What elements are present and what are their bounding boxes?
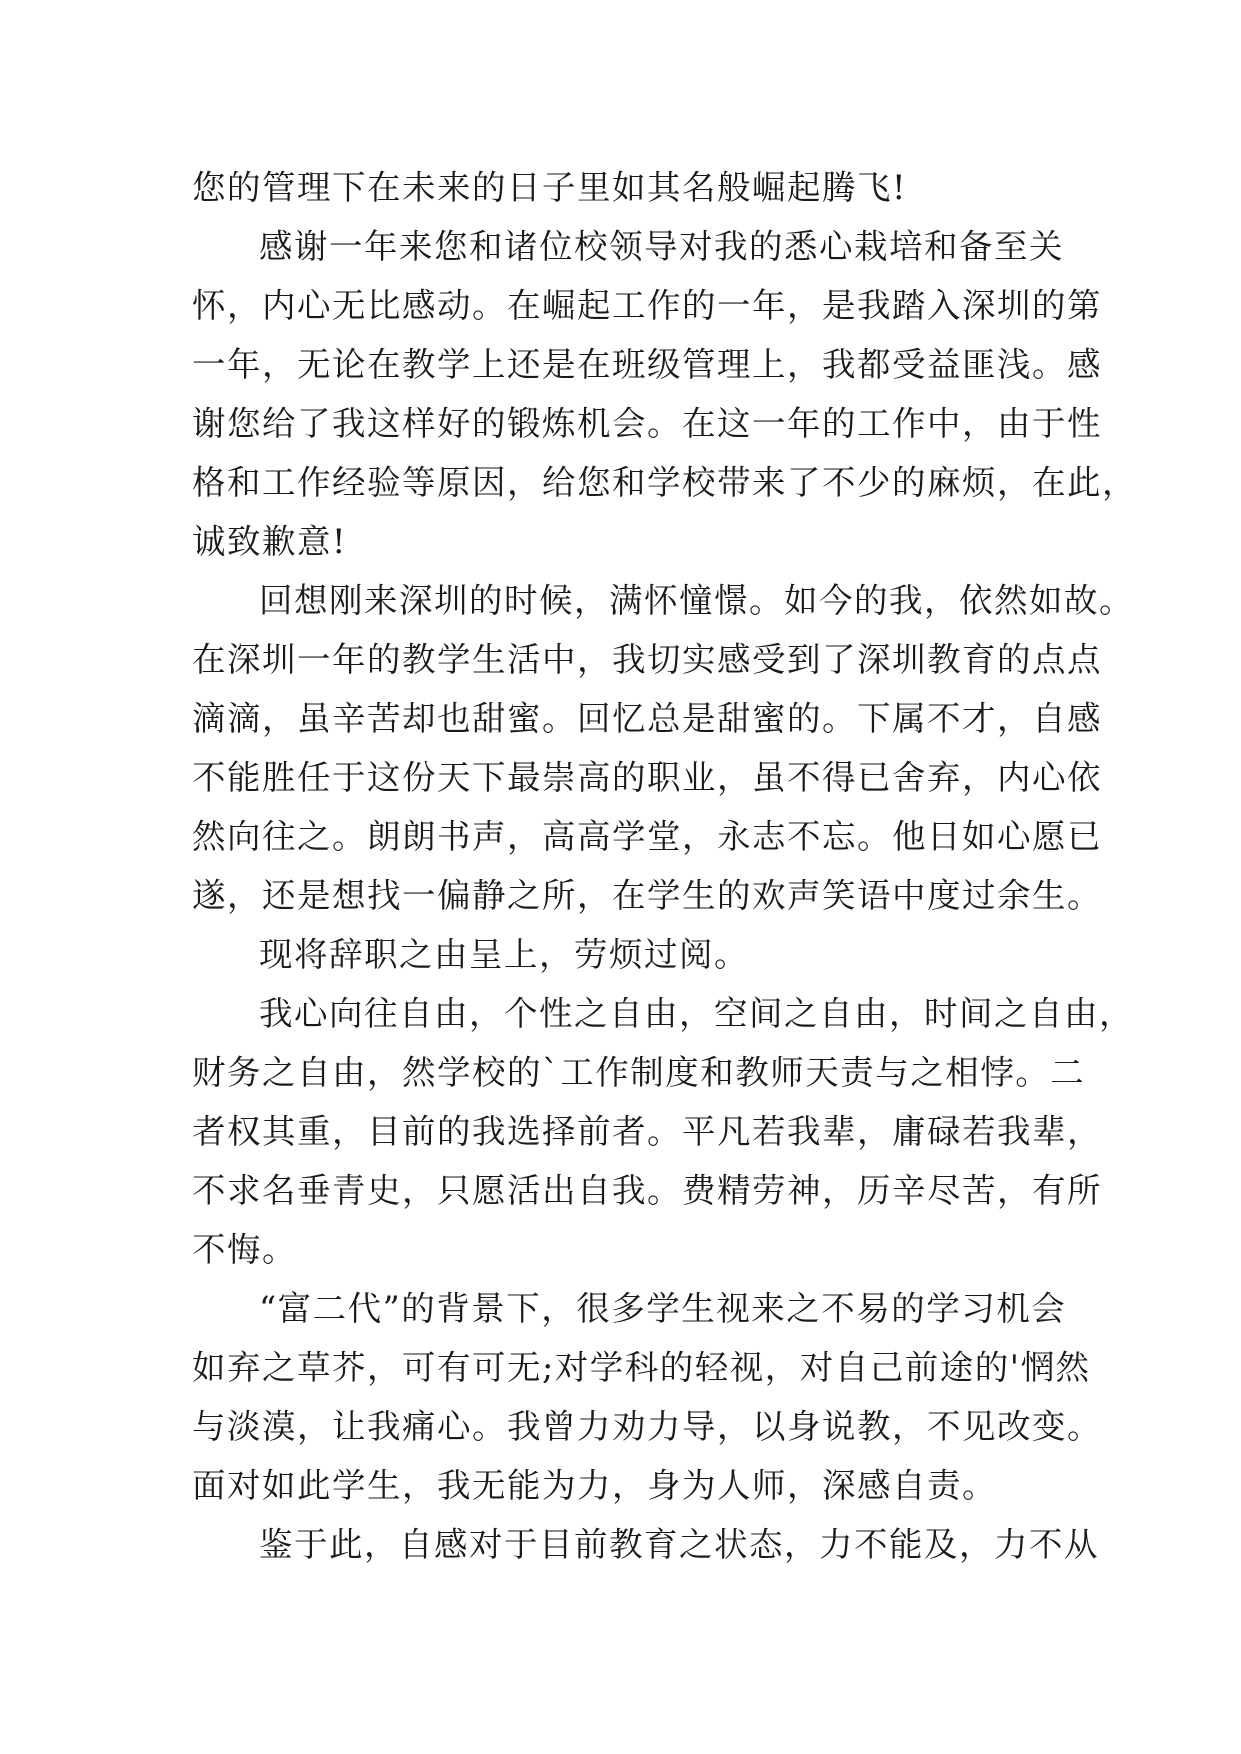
text-line: 诚致歉意! bbox=[192, 522, 347, 561]
text-line: 财务之自由，然学校的`工作制度和教师天责与之相悖。二 bbox=[192, 1053, 1086, 1092]
text-line: 格和工作经验等原因，给您和学校带来了不少的麻烦，在此， bbox=[192, 463, 1137, 502]
text-line: 滴滴，虽辛苦却也甜蜜。回忆总是甜蜜的。下属不才，自感 bbox=[192, 699, 1102, 738]
text-line: 谢您给了我这样好的锻炼机会。在这一年的工作中，由于性 bbox=[192, 404, 1102, 443]
text-line: “富二代”的背景下，很多学生视来之不易的学习机会 bbox=[259, 1289, 1067, 1328]
text-line: 者权其重，目前的我选择前者。平凡若我辈，庸碌若我辈， bbox=[192, 1112, 1102, 1151]
text-line: 然向往之。朗朗书声，高高学堂，永志不忘。他日如心愿已 bbox=[192, 817, 1102, 856]
text-line: 您的管理下在未来的日子里如其名般崛起腾飞! bbox=[192, 168, 907, 207]
text-line: 怀，内心无比感动。在崛起工作的一年，是我踏入深圳的第 bbox=[192, 286, 1102, 325]
text-line: 不能胜任于这份天下最崇高的职业，虽不得已舍弃，内心依 bbox=[192, 758, 1102, 797]
text-line: 回想刚来深圳的时候，满怀憧憬。如今的我，依然如故。 bbox=[259, 581, 1134, 620]
text-line: 一年，无论在教学上还是在班级管理上，我都受益匪浅。感 bbox=[192, 345, 1102, 384]
text-line: 遂，还是想找一偏静之所，在学生的欢声笑语中度过余生。 bbox=[192, 876, 1102, 915]
text-line: 面对如此学生，我无能为力，身为人师，深感自责。 bbox=[192, 1466, 997, 1505]
text-line: 如弃之草芥，可有可无;对学科的轻视，对自己前途的'惘然 bbox=[192, 1348, 1091, 1387]
text-line: 不求名垂青史，只愿活出自我。费精劳神，历辛尽苦，有所 bbox=[192, 1171, 1102, 1210]
text-line: 与淡漠，让我痛心。我曾力劝力导，以身说教，不见改变。 bbox=[192, 1407, 1102, 1446]
text-line: 现将辞职之由呈上，劳烦过阅。 bbox=[259, 935, 749, 974]
body-text bbox=[192, 158, 1137, 1574]
text-line: 在深圳一年的教学生活中，我切实感受到了深圳教育的点点 bbox=[192, 640, 1102, 679]
text-line: 鉴于此，自感对于目前教育之状态，力不能及，力不从 bbox=[259, 1525, 1099, 1564]
text-line: 感谢一年来您和诸位校领导对我的悉心栽培和备至关 bbox=[259, 227, 1064, 266]
text-line: 我心向往自由，个性之自由，空间之自由，时间之自由， bbox=[259, 994, 1134, 1033]
text-line: 不悔。 bbox=[192, 1230, 297, 1269]
